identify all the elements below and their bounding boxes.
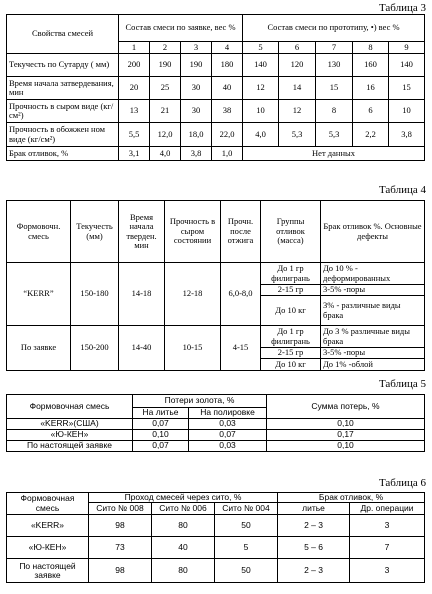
cell: 0,10	[133, 430, 189, 441]
cell: 140	[389, 54, 425, 77]
cell: 120	[279, 54, 316, 77]
cell: 38	[212, 100, 243, 123]
t3-col-number: 6	[279, 42, 316, 54]
cell: 180	[212, 54, 243, 77]
t6-header-sieve-006: Сито № 006	[152, 503, 215, 515]
t4-header-flow: Текучесть (мм)	[71, 201, 119, 263]
mix-name: «Ю-КЕН»	[7, 430, 133, 441]
mix-name: По заявке	[7, 326, 71, 371]
t3-col-number: 5	[243, 42, 279, 54]
table-row	[7, 147, 425, 161]
t3-col-number: 9	[389, 42, 425, 54]
cell: 0,07	[133, 419, 189, 430]
cell: 0,17	[267, 430, 425, 441]
cell: 160	[353, 54, 389, 77]
t3-col-number: 8	[353, 42, 389, 54]
cell: 21	[150, 100, 181, 123]
cell: 12	[243, 77, 279, 100]
row-label: Прочность в сыром виде (кг/см²)	[7, 100, 119, 123]
t6-header-casting: литье	[278, 503, 350, 515]
cell: 200	[119, 54, 150, 77]
defect-cell: 3-5% -поры	[321, 285, 425, 296]
cell: 15	[316, 77, 353, 100]
table3-caption: Таблица 3	[378, 2, 426, 14]
cell: 190	[150, 54, 181, 77]
cell: 6,0-8,0	[221, 263, 261, 326]
t3-col-number: 1	[119, 42, 150, 54]
cell: 18,0	[181, 123, 212, 147]
cell: 5	[215, 537, 278, 559]
table-row	[7, 515, 425, 537]
cell: 25	[150, 77, 181, 100]
t6-header-sieve-004: Сито № 004	[215, 503, 278, 515]
cell: 20	[119, 77, 150, 100]
cell: 0,07	[189, 430, 267, 441]
mix-name: По настоящей заявке	[7, 559, 89, 583]
cell: 140	[243, 54, 279, 77]
t3-col-number: 2	[150, 42, 181, 54]
cell: 98	[89, 515, 152, 537]
group-cell: До 1 гр филигрань	[261, 326, 321, 348]
t4-header-groups: Группы отливок (масса)	[261, 201, 321, 263]
row-label: Брак отливок, %	[7, 147, 119, 161]
table-row	[7, 419, 425, 430]
cell: 130	[316, 54, 353, 77]
cell: 0,10	[267, 441, 425, 452]
t6-header-sieve: Проход смесей через сито, %	[89, 493, 278, 503]
group-cell: 2-15 гр	[261, 348, 321, 359]
cell: 40	[212, 77, 243, 100]
t6-header-other-ops: Др. операции	[350, 503, 425, 515]
cell: 14	[279, 77, 316, 100]
table-row	[7, 123, 425, 147]
t4-header-fired-strength: Прочн. после отжига	[221, 201, 261, 263]
cell: 10	[243, 100, 279, 123]
table-row	[7, 77, 425, 100]
cell: 3,8	[181, 147, 212, 161]
cell: 3,8	[389, 123, 425, 147]
table4-caption: Таблица 4	[378, 184, 426, 196]
t4-header-defects: Брак отливок %. Основные дефекты	[321, 201, 425, 263]
cell: 30	[181, 100, 212, 123]
t4-header-time: Время начала тверден. мин	[119, 201, 165, 263]
cell: 80	[152, 515, 215, 537]
t6-header-mix: Формовочная смесь	[7, 493, 89, 515]
defect-cell: До 3 % различные виды брака	[321, 326, 425, 348]
mix-name: «KERR»	[7, 515, 89, 537]
cell: 3,1	[119, 147, 150, 161]
group-cell: 2-15 гр	[261, 285, 321, 296]
cell: 14-40	[119, 326, 165, 371]
table-row	[7, 100, 425, 123]
table-row	[7, 559, 425, 583]
cell: 6	[353, 100, 389, 123]
cell: 73	[89, 537, 152, 559]
t3-header-claim: Состав смеси по заявке, вес %	[119, 15, 243, 42]
cell: 4,0	[243, 123, 279, 147]
table-row	[7, 54, 425, 77]
mix-name: По настоящей заявке	[7, 441, 133, 452]
row-label: Время начала затвердевания, мин	[7, 77, 119, 100]
table-6	[6, 492, 425, 583]
cell: 5,5	[119, 123, 150, 147]
cell: 40	[152, 537, 215, 559]
defect-cell: 3-5% -поры	[321, 348, 425, 359]
table-row	[7, 430, 425, 441]
t6-header-defect: Брак отливок, %	[278, 493, 425, 503]
mix-name: «Ю-КЕН»	[7, 537, 89, 559]
t3-header-prototype: Состав смеси по прототипу, •) вес %	[243, 15, 425, 42]
cell: 10-15	[165, 326, 221, 371]
row-label: Текучесть по Сутарду ( мм)	[7, 54, 119, 77]
cell: 98	[89, 559, 152, 583]
row-label: Прочность в обожжен ном виде (кг/см²)	[7, 123, 119, 147]
cell: 0,03	[189, 419, 267, 430]
cell: 0,03	[189, 441, 267, 452]
cell: 30	[181, 77, 212, 100]
t5-header-casting: На литье	[133, 408, 189, 419]
cell: 4,0	[150, 147, 181, 161]
t5-header-sum: Сумма потерь, %	[267, 395, 425, 419]
cell: 22,0	[212, 123, 243, 147]
cell: 5 – 6	[278, 537, 350, 559]
cell: 150-180	[71, 263, 119, 326]
cell: 80	[152, 559, 215, 583]
table-row	[7, 537, 425, 559]
cell: 50	[215, 559, 278, 583]
cell: 14-18	[119, 263, 165, 326]
t3-col-number: 4	[212, 42, 243, 54]
table6-caption: Таблица 6	[378, 477, 426, 489]
table-5	[6, 394, 425, 452]
cell: 15	[389, 77, 425, 100]
table-row	[7, 326, 425, 348]
t4-header-mix: Формовочн. смесь	[7, 201, 71, 263]
table-row	[7, 441, 425, 452]
group-cell: До 1 гр филигрань	[261, 263, 321, 285]
t5-header-mix: Формовочная смесь	[7, 395, 133, 419]
cell: 3	[350, 559, 425, 583]
cell: 16	[353, 77, 389, 100]
defect-cell: До 1% -облой	[321, 359, 425, 371]
cell: 10	[389, 100, 425, 123]
group-cell: До 10 кг	[261, 359, 321, 371]
group-cell: До 10 кг	[261, 296, 321, 326]
mix-name: “KERR”	[7, 263, 71, 326]
cell: 1,0	[212, 147, 243, 161]
t3-col-number: 3	[181, 42, 212, 54]
cell: 0,10	[267, 419, 425, 430]
cell: 4-15	[221, 326, 261, 371]
cell: 7	[350, 537, 425, 559]
cell: 2 – 3	[278, 559, 350, 583]
t5-header-loss: Потери золота, %	[133, 395, 267, 408]
cell: 3	[350, 515, 425, 537]
t3-col-number: 7	[316, 42, 353, 54]
cell: 5,3	[279, 123, 316, 147]
cell: 5,3	[316, 123, 353, 147]
cell: 8	[316, 100, 353, 123]
cell: 12,0	[150, 123, 181, 147]
cell: 0,07	[133, 441, 189, 452]
t4-header-raw-strength: Прочность в сыром состоянии	[165, 201, 221, 263]
cell: 150-200	[71, 326, 119, 371]
table-row	[7, 263, 425, 285]
cell: 12	[279, 100, 316, 123]
t3-header-properties: Свойства смесей	[7, 15, 119, 54]
mix-name: «KERR»(США)	[7, 419, 133, 430]
cell: 190	[181, 54, 212, 77]
t6-header-sieve-008: Сито № 008	[89, 503, 152, 515]
defect-cell: 3% - различные виды брака	[321, 296, 425, 326]
cell: 50	[215, 515, 278, 537]
cell: 2 – 3	[278, 515, 350, 537]
cell: 13	[119, 100, 150, 123]
table-3	[6, 14, 425, 161]
cell: 2,2	[353, 123, 389, 147]
cell: 12-18	[165, 263, 221, 326]
table-4	[6, 200, 425, 371]
table5-caption: Таблица 5	[378, 378, 426, 390]
no-data-cell: Нет данных	[243, 147, 425, 161]
t5-header-polishing: На полировке	[189, 408, 267, 419]
defect-cell: До 10 % - деформированных	[321, 263, 425, 285]
